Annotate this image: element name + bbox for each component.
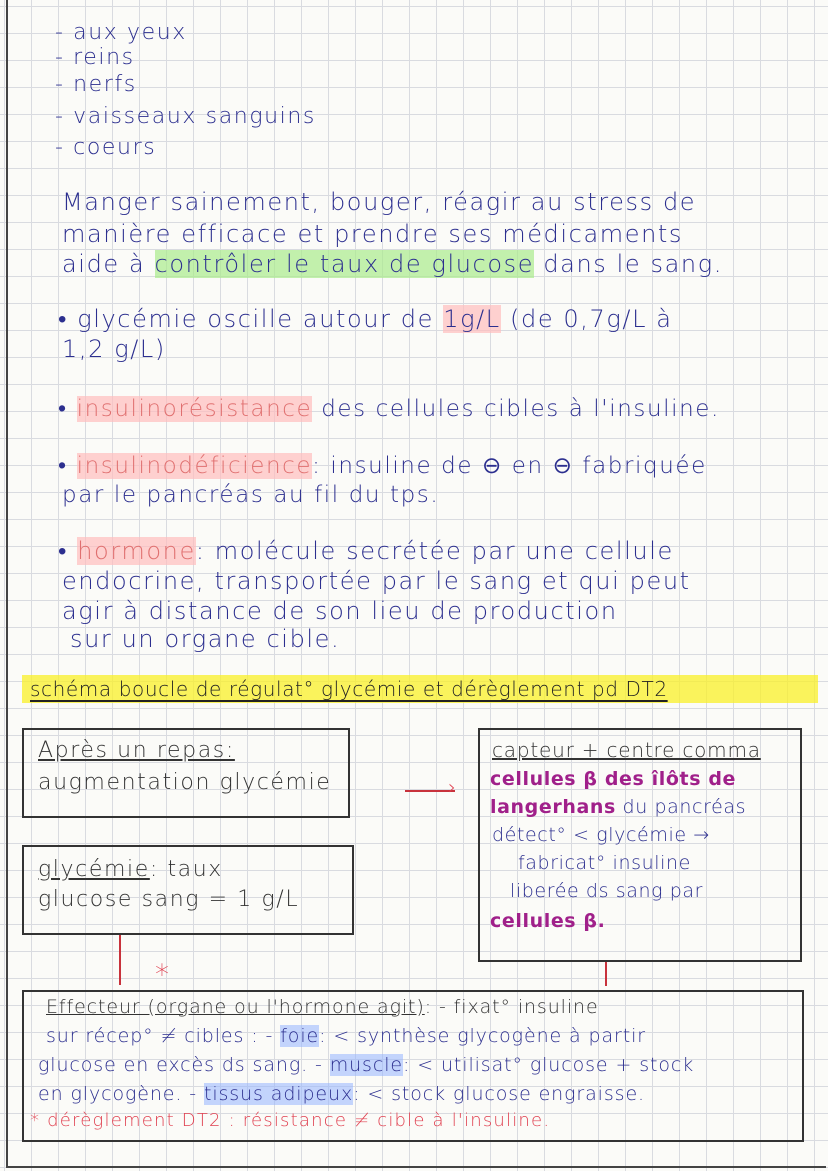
- box-title: Après un repas:: [38, 738, 235, 763]
- text: dans le sang.: [543, 250, 723, 278]
- box-text: détect° < glycémie →: [492, 824, 710, 846]
- highlight: insulinodéficience: [76, 453, 313, 479]
- box-text: cellules β des îlôts de: [490, 768, 737, 790]
- highlight: contrôler le taux de glucose: [154, 250, 535, 278]
- text: glucose en excès ds sang. -: [38, 1054, 330, 1076]
- box-effector: [22, 990, 804, 1142]
- list-item: - vaisseaux sanguins: [55, 104, 316, 129]
- list-item: - nerfs: [55, 72, 137, 97]
- box-text: [46, 1025, 646, 1047]
- box-glycemia: [22, 845, 354, 935]
- bullet-glycemia-cont: 1,2 g/L): [62, 335, 166, 363]
- highlight: muscle: [329, 1054, 403, 1076]
- text: •: [58, 453, 77, 479]
- box-text: fabricat° insuline: [518, 852, 691, 874]
- text: : - fixat° insuline: [424, 996, 599, 1018]
- paragraph-line: [62, 250, 723, 278]
- text: des cellules cibles à l'insuline.: [312, 396, 720, 422]
- text: (de 0,7g/L à: [510, 305, 673, 333]
- box-sensor: [478, 728, 802, 962]
- text: : taux: [149, 857, 223, 882]
- text: : insuline de ⊖ en ⊖ fabriquée: [312, 453, 707, 479]
- box-text: [46, 996, 599, 1018]
- box-text: glucose sang = 1 g/L: [38, 887, 300, 912]
- highlight: 1g/L: [443, 305, 501, 333]
- text: • glycémie oscille autour de: [58, 305, 435, 333]
- text: : < utilisat° glucose + stock: [402, 1054, 695, 1076]
- paragraph-line: Manger sainement, bouger, réagir au stress de: [62, 188, 697, 216]
- paragraph-line: manière efficace et prendre ses médicaments: [62, 220, 684, 248]
- highlight: hormone: [77, 537, 196, 565]
- text: en glycogène. -: [38, 1083, 204, 1105]
- text: •: [58, 537, 78, 565]
- text: •: [58, 396, 77, 422]
- highlight: tissus adipeux: [203, 1083, 354, 1105]
- box-text: [38, 1083, 645, 1105]
- box-text: cellules β.: [490, 910, 606, 932]
- list-item: - aux yeux: [55, 20, 187, 45]
- bullet-line: par le pancréas au fil du tps.: [62, 482, 440, 508]
- list-item: - reins: [55, 45, 135, 70]
- box-text: [490, 796, 746, 818]
- text: : < stock glucose engraisse.: [353, 1083, 645, 1105]
- bullet-glycemia: [58, 305, 673, 334]
- highlight: foie: [280, 1025, 320, 1047]
- box-title: capteur + centre comma: [492, 738, 761, 762]
- text: langerhans: [490, 796, 616, 818]
- box-text: * dérèglement DT2 : résistance ≠ cible à l'insuline.: [30, 1110, 551, 1131]
- text: : < synthèse glycogène à partir: [319, 1025, 646, 1047]
- text: glycémie: [38, 857, 150, 882]
- box-text: [38, 1054, 694, 1076]
- bullet-line: sur un organe cible.: [70, 625, 341, 653]
- box-title: [38, 857, 223, 882]
- text: du pancréas: [615, 796, 747, 818]
- arrowhead-icon: ›: [448, 775, 458, 799]
- schema-title: schéma boucle de régulat° glycémie et dérèglement pd DT2: [22, 675, 818, 703]
- arrow-down: [605, 962, 607, 986]
- list-item: - coeurs: [55, 135, 157, 160]
- box-after-meal: [22, 728, 350, 818]
- bullet-line: agir à distance de son lieu de production: [62, 597, 618, 625]
- arrow-up: [119, 935, 121, 985]
- bullet-line: endocrine, transportée par le sang et qui peut: [62, 567, 691, 595]
- text: : molécule secrétée par une cellule: [195, 537, 674, 565]
- bullet-insulinodeficience: [58, 452, 707, 479]
- highlight: insulinorésistance: [76, 396, 313, 422]
- text: Effecteur (organe ou l'hormone agit): [46, 996, 425, 1018]
- bullet-insulinoresistance: [58, 395, 720, 422]
- text: sur récep° ≠ cibles : -: [46, 1025, 281, 1047]
- text: aide à: [62, 250, 146, 278]
- asterisk: *: [155, 958, 171, 991]
- bullet-hormone: [58, 537, 674, 566]
- box-text: liberée ds sang par: [510, 880, 704, 902]
- box-text: augmentation glycémie: [38, 770, 332, 795]
